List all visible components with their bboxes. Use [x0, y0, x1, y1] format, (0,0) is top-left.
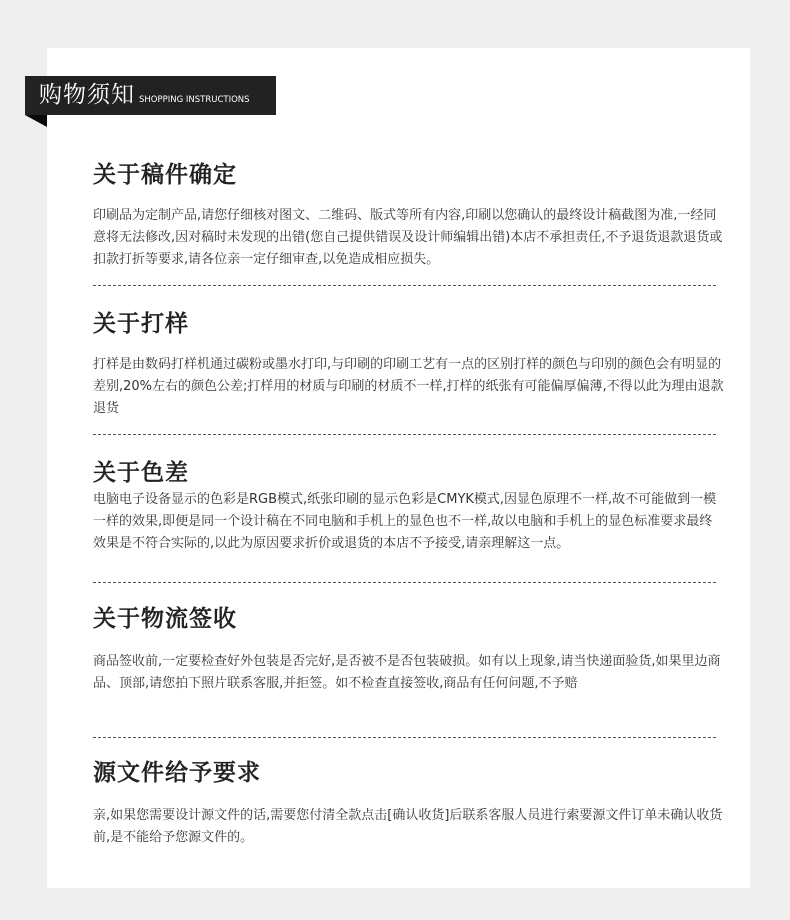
section-text: 电脑电子设备显示的色彩是RGB模式,纸张印刷的显示色彩是CMYK模式,因显色原理不一样,故不可能做到一模一样的效果,即便是同一个设计稿在不同电脑和手机上的显色也不一样,故以电脑和手机上的显色标准要求最终效果是不符合实际的,以此为原因要求折价或退货的本店不予接受,请亲理解这一点。 — [93, 492, 717, 551]
section-proofing — [93, 313, 723, 420]
section-divider — [93, 434, 716, 435]
section-source-files — [93, 762, 723, 849]
section-title: 关于物流签收 — [93, 606, 237, 632]
banner-title: 购物须知 — [39, 82, 135, 108]
header-banner — [25, 76, 276, 115]
section-artwork-confirmation — [93, 164, 723, 271]
section-text: 商品签收前,一定要检查好外包装是否完好,是否被不是否包装破损。如有以上现象,请当快递面验货,如果里边商品、顶部,请您拍下照片联系客服,并拒签。如不检查直接签收,商品有任何问题,不予赔 — [93, 654, 721, 691]
section-divider — [93, 582, 716, 583]
section-title: 关于色差 — [93, 460, 189, 486]
section-logistics-receipt — [93, 608, 723, 695]
section-divider — [93, 285, 716, 286]
section-text: 亲,如果您需要设计源文件的话,需要您付清全款点击[确认收货]后联系客服人员进行索要源文件订单未确认收货前,是不能给予您源文件的。 — [93, 808, 723, 845]
banner-subtitle: SHOPPING INSTRUCTIONS — [139, 94, 250, 105]
section-title: 源文件给予要求 — [93, 760, 261, 786]
section-divider — [93, 737, 716, 738]
banner-fold — [25, 115, 47, 127]
section-text: 打样是由数码打样机通过碳粉或墨水打印,与印刷的印刷工艺有一点的区别打样的颜色与印别的颜色会有明显的差别,20%左右的颜色公差;打样用的材质与印刷的材质不一样,打样的纸张有可能偏厚偏薄,不得以此为理由退款退货 — [93, 357, 724, 416]
section-text: 印刷品为定制产品,请您仔细核对图文、二维码、版式等所有内容,印刷以您确认的最终设计稿截图为准,一经同意将无法修改,因对稿时未发现的出错(您自己提供错误及设计师编辑出错)本店不承担责任,不予退货退款退货或扣款打折等要求,请各位亲一定仔细审查,以免造成相应损失。 — [93, 208, 723, 267]
section-title: 关于稿件确定 — [93, 162, 237, 188]
section-title: 关于打样 — [93, 311, 189, 337]
section-color-difference — [93, 462, 723, 555]
